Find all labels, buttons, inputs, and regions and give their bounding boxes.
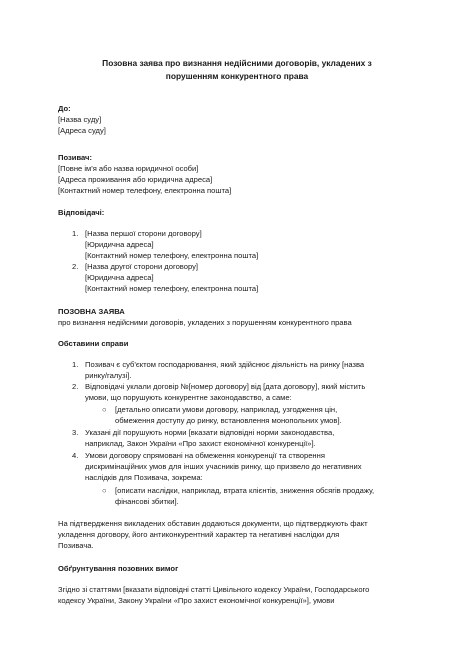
claim-heading: ПОЗОВНА ЗАЯВА — [58, 307, 125, 316]
list-number: 1. — [72, 360, 79, 369]
bullet-circle: ○ — [102, 486, 107, 495]
to-section — [58, 103, 418, 136]
subitem-line: обмеження доступу до ринку, встановлення монопольних умов]. — [115, 416, 342, 425]
defendant-line: [Юридична адреса] — [85, 240, 154, 249]
bullet-circle: ○ — [102, 405, 107, 414]
circumstance-line: Указані дії порушують норми [вказати відповідні норми законодавства, — [85, 428, 335, 437]
circumstance-line: Умови договору спрямовані на обмеження конкуренції та створення — [85, 451, 325, 460]
list-number: 1. — [72, 229, 79, 238]
evidence-line: На підтвердження викладених обставин додаються документи, що підтверджують факт — [58, 519, 368, 528]
subitem-line: [детально описати умови договору, наприклад, узгодження цін, — [115, 405, 338, 414]
circumstance-item — [85, 359, 415, 381]
evidence-paragraph — [58, 518, 418, 551]
title-line: Позовна заява про визнання недійсними договорів, укладених з — [102, 58, 372, 68]
subitem-line: фінансові збитки]. — [115, 497, 179, 506]
grounds-paragraph — [58, 584, 418, 606]
circumstance-line: умови, що порушують конкурентне законодавство, а саме: — [85, 393, 292, 402]
title-line: порушенням конкурентного права — [165, 71, 309, 81]
circumstance-line: ринку/галузі]. — [85, 371, 132, 380]
defendant-line: [Контактний номер телефону, електронна пошта] — [85, 284, 259, 293]
list-number: 2. — [72, 262, 79, 271]
to-label: До: — [58, 104, 71, 113]
grounds-line: Згідно зі статтями [вказати відповідні статті Цивільного кодексу України, Господарського — [58, 585, 370, 594]
plaintiff-line: [Адреса проживання або юридична адреса] — [58, 175, 213, 184]
circumstance-line: Відповідачі уклали договір №[номер договору] від [дата договору], який містить — [85, 382, 366, 391]
to-line: [Адреса суду] — [58, 126, 106, 135]
circumstance-item — [85, 450, 415, 483]
circumstance-subitem — [115, 404, 415, 426]
defendants-label: Відповідачі: — [58, 208, 105, 217]
plaintiff-section — [58, 152, 418, 196]
to-line: [Назва суду] — [58, 115, 102, 124]
circumstance-line: наслідків для Позивача, зокрема: — [85, 473, 203, 482]
circumstance-line: Позивач є суб'єктом господарювання, який здійснює діяльність на ринку [назва — [85, 360, 365, 369]
document-title — [60, 57, 414, 83]
circumstances-heading: Обставини справи — [58, 339, 129, 348]
claim-section — [58, 306, 418, 328]
defendant-line: [Назва першої сторони договору] — [85, 229, 202, 238]
defendant-line: [Назва другої сторони договору] — [85, 262, 199, 271]
subitem-line: [описати наслідки, наприклад, втрата клієнтів, зниження обсягів продажу, — [115, 486, 375, 495]
circumstance-line: наприклад, Закон України «Про захист економічної конкуренції»]. — [85, 439, 316, 448]
defendant-item — [85, 228, 415, 261]
evidence-line: укладення договору, його антиконкурентний характер та негативні наслідки для — [58, 530, 340, 539]
list-number: 2. — [72, 382, 79, 391]
list-number: 3. — [72, 428, 79, 437]
circumstance-item — [85, 427, 415, 449]
list-number: 4. — [72, 451, 79, 460]
defendant-line: [Контактний номер телефону, електронна пошта] — [85, 251, 259, 260]
defendant-line: [Юридична адреса] — [85, 273, 154, 282]
grounds-line: кодексу України, Закону України «Про захист економічної конкуренції»], умови — [58, 596, 335, 605]
circumstance-line: дискримінаційних умов для інших учасників ринку, що призвело до негативних — [85, 462, 362, 471]
plaintiff-label: Позивач: — [58, 153, 92, 162]
evidence-line: Позивача. — [58, 541, 94, 550]
circumstance-subitem — [115, 485, 415, 507]
plaintiff-line: [Повне ім'я або назва юридичної особи] — [58, 164, 199, 173]
grounds-heading: Обґрунтування позовних вимог — [58, 564, 179, 573]
defendant-item — [85, 261, 415, 294]
plaintiff-line: [Контактний номер телефону, електронна пошта] — [58, 186, 232, 195]
claim-subheading: про визнання недійсними договорів, укладених з порушенням конкурентного права — [58, 318, 352, 327]
circumstance-item — [85, 381, 415, 403]
